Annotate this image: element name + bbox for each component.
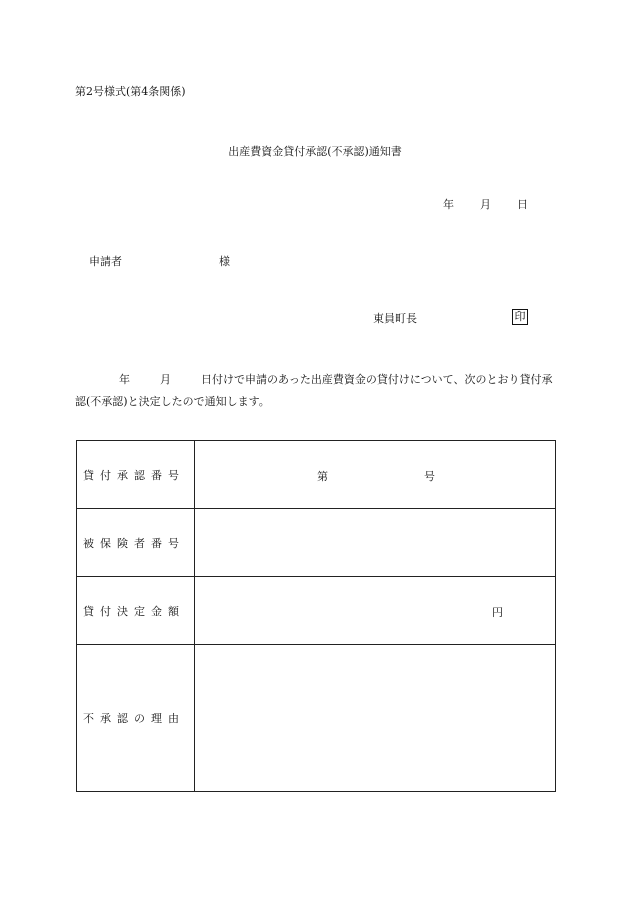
table-row bbox=[77, 577, 556, 645]
date-month: 月 bbox=[480, 198, 491, 211]
approval-number-prefix: 第 bbox=[317, 470, 328, 483]
document-title: 出産費資金貸付承認(不承認)通知書 bbox=[228, 145, 402, 158]
row-label-approval-number: 貸付承認番号 bbox=[77, 441, 195, 509]
form-number: 第2号様式(第4条関係) bbox=[75, 85, 186, 98]
rejection-reason-value bbox=[195, 645, 556, 792]
table-row bbox=[77, 441, 556, 509]
applicant-honorific: 様 bbox=[219, 255, 230, 268]
row-label-loan-amount: 貸付決定金額 bbox=[77, 577, 195, 645]
loan-amount-unit: 円 bbox=[492, 606, 503, 619]
issuer-name: 東員町長 bbox=[373, 312, 417, 325]
approval-number-value bbox=[195, 441, 556, 509]
notice-body bbox=[75, 369, 555, 413]
body-month: 月 bbox=[160, 373, 171, 386]
body-year: 年 bbox=[119, 373, 130, 386]
seal-mark: 印 bbox=[512, 309, 528, 325]
date-day: 日 bbox=[517, 198, 528, 211]
date-year: 年 bbox=[443, 198, 454, 211]
table-row bbox=[77, 509, 556, 577]
applicant-label: 申請者 bbox=[89, 255, 122, 268]
row-label-insured-number: 被保険者番号 bbox=[77, 509, 195, 577]
date-line bbox=[443, 199, 528, 210]
loan-amount-value bbox=[195, 577, 556, 645]
body-text: 日付けで申請のあった出産費資金の貸付けについて、次のとおり貸付承認(不承認)と決定したので通知します。 bbox=[75, 373, 553, 408]
table-row bbox=[77, 645, 556, 792]
insured-number-value bbox=[195, 509, 556, 577]
row-label-rejection-reason: 不承認の理由 bbox=[77, 645, 195, 792]
approval-number-suffix: 号 bbox=[424, 470, 435, 483]
loan-details-table bbox=[76, 440, 556, 792]
